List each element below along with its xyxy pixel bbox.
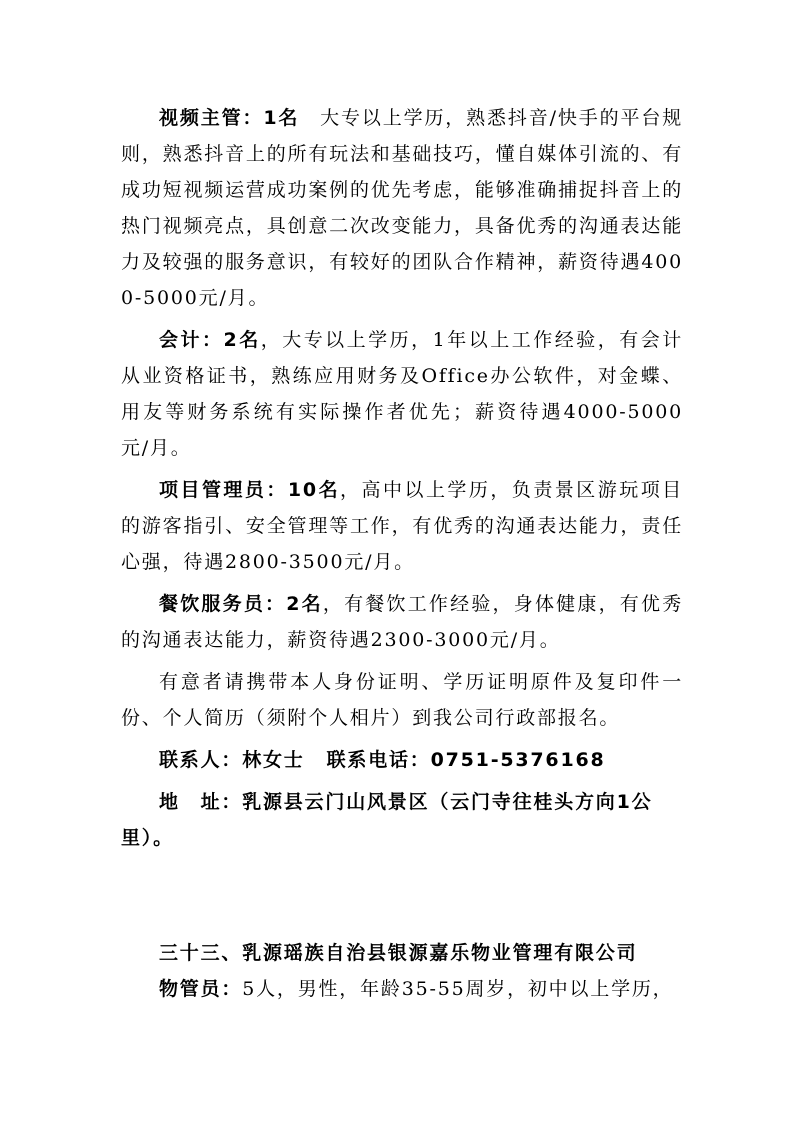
job-video-supervisor [121, 100, 683, 316]
job-title: 餐饮服务员：2名 [159, 593, 323, 615]
section-heading: 三十三、乳源瑶族自治县银源嘉乐物业管理有限公司 [159, 942, 638, 964]
job-description: ，有餐饮工作经验，身体健康，有优秀的沟通表达能力，薪资待遇2300-3000元/月。 [121, 593, 684, 651]
job-title: 会计：2名 [159, 329, 261, 351]
application-note: 有意者请携带本人身份证明、学历证明原件及复印件一份、个人简历（须附个人相片）到我公司行政部报名。 [121, 671, 683, 729]
job-property-staff [121, 971, 683, 1007]
job-description: 5人，男性，年龄35-55周岁，初中以上学历， [242, 978, 674, 1000]
contact-phone: 联系电话：0751-5376168 [326, 749, 606, 771]
job-title: 物管员： [159, 978, 243, 1000]
job-title: 视频主管：1名 [159, 107, 300, 129]
company-address: 地 址：乳源县云门山风景区（云门寺往桂头方向1公里）。 [121, 791, 653, 849]
job-description: 大专以上学历，熟悉抖音/快手的平台规则，熟悉抖音上的所有玩法和基础技巧，懂自媒体引流的、有成功短视频运营成功案例的优先考虑，能够准确捕捉抖音上的热门视频亮点，具创意二次改变能力，具备优秀的沟通表达能力及较强的服务意识，有较好的团队合作精神，薪资待遇4000-5000元/月。 [121, 107, 683, 309]
contact-person: 联系人：林女士 [159, 749, 305, 771]
contact-line [121, 742, 683, 778]
job-description: ，高中以上学历，负责景区游玩项目的游客指引、安全管理等工作，有优秀的沟通表达能力，责任心强，待遇2800-3500元/月。 [121, 479, 683, 573]
job-catering-staff [121, 586, 683, 658]
job-description: ，大专以上学历，1年以上工作经验，有会计从业资格证书，熟练应用财务及Office办公软件，对金蝶、用友等财务系统有实际操作者优先；薪资待遇4000-5000元/月。 [121, 329, 683, 459]
document-page [121, 100, 683, 1007]
job-project-manager [121, 472, 683, 580]
job-accountant [121, 322, 683, 466]
job-title: 项目管理员：10名 [159, 479, 341, 501]
